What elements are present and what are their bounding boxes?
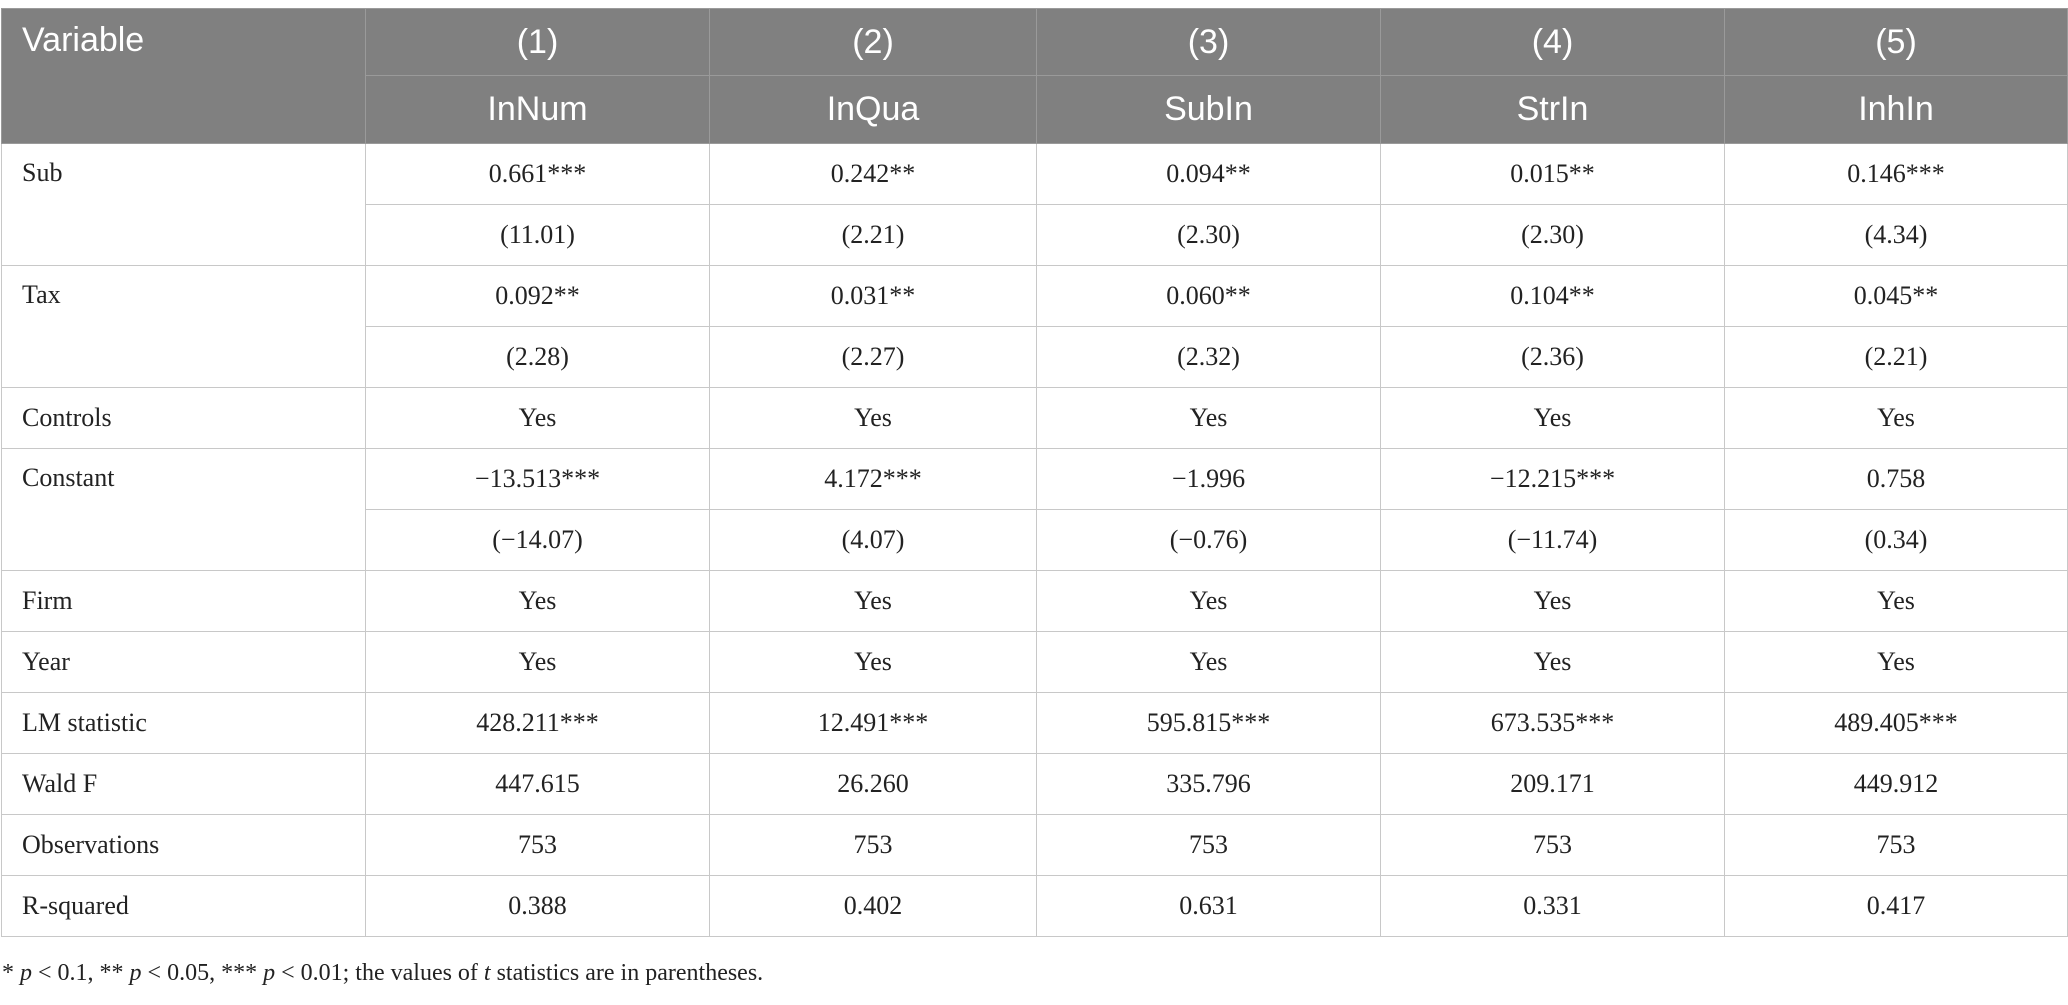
footnote-text: < 0.01; the values of bbox=[275, 960, 484, 986]
footnote-text: * bbox=[2, 960, 20, 986]
footnote-italic-p: p bbox=[129, 960, 142, 986]
tstat-cell: (4.34) bbox=[1725, 205, 2068, 266]
value-cell: 0.331 bbox=[1381, 876, 1725, 937]
column-number: (2) bbox=[710, 9, 1037, 76]
value-cell: Yes bbox=[710, 632, 1037, 693]
value-cell: 26.260 bbox=[710, 754, 1037, 815]
column-number: (5) bbox=[1725, 9, 2068, 76]
row-label: LM statistic bbox=[2, 693, 366, 754]
coef-cell: 0.094** bbox=[1037, 144, 1381, 205]
value-cell: Yes bbox=[366, 632, 710, 693]
tstat-cell: (2.36) bbox=[1381, 327, 1725, 388]
column-name: StrIn bbox=[1381, 76, 1725, 144]
variable-header: Variable bbox=[2, 9, 366, 144]
tstat-cell: (−0.76) bbox=[1037, 510, 1381, 571]
column-name: InQua bbox=[710, 76, 1037, 144]
value-cell: 0.402 bbox=[710, 876, 1037, 937]
header-row-numbers bbox=[2, 9, 2068, 76]
coef-cell: 0.758 bbox=[1725, 449, 2068, 510]
regression-table-container bbox=[0, 8, 2068, 937]
coef-cell: −12.215*** bbox=[1381, 449, 1725, 510]
table-row-wald-f bbox=[2, 754, 2068, 815]
tstat-cell: (11.01) bbox=[366, 205, 710, 266]
table-row-constant-coef bbox=[2, 449, 2068, 510]
value-cell: Yes bbox=[1037, 571, 1381, 632]
coef-cell: 0.242** bbox=[710, 144, 1037, 205]
coef-cell: 0.104** bbox=[1381, 266, 1725, 327]
value-cell: Yes bbox=[710, 571, 1037, 632]
tstat-cell: (−14.07) bbox=[366, 510, 710, 571]
value-cell: Yes bbox=[1037, 388, 1381, 449]
coef-cell: 0.661*** bbox=[366, 144, 710, 205]
table-header bbox=[2, 9, 2068, 144]
table-row-lm-statistic bbox=[2, 693, 2068, 754]
coef-cell: 0.092** bbox=[366, 266, 710, 327]
column-number: (3) bbox=[1037, 9, 1381, 76]
table-row-controls bbox=[2, 388, 2068, 449]
tstat-cell: (2.30) bbox=[1381, 205, 1725, 266]
coef-cell: 4.172*** bbox=[710, 449, 1037, 510]
value-cell: 595.815*** bbox=[1037, 693, 1381, 754]
value-cell: 753 bbox=[1037, 815, 1381, 876]
coef-cell: 0.045** bbox=[1725, 266, 2068, 327]
value-cell: Yes bbox=[1381, 388, 1725, 449]
coef-cell: −1.996 bbox=[1037, 449, 1381, 510]
value-cell: 335.796 bbox=[1037, 754, 1381, 815]
tstat-cell: (−11.74) bbox=[1381, 510, 1725, 571]
value-cell: 489.405*** bbox=[1725, 693, 2068, 754]
footnote-text: < 0.1, ** bbox=[32, 960, 130, 986]
value-cell: 0.631 bbox=[1037, 876, 1381, 937]
row-label: Observations bbox=[2, 815, 366, 876]
table-row-r-squared bbox=[2, 876, 2068, 937]
table-row-sub-coef bbox=[2, 144, 2068, 205]
tstat-cell: (2.21) bbox=[1725, 327, 2068, 388]
table-body bbox=[2, 144, 2068, 937]
value-cell: 753 bbox=[710, 815, 1037, 876]
row-label: Firm bbox=[2, 571, 366, 632]
coef-cell: 0.015** bbox=[1381, 144, 1725, 205]
row-label: Year bbox=[2, 632, 366, 693]
value-cell: 209.171 bbox=[1381, 754, 1725, 815]
value-cell: Yes bbox=[1381, 571, 1725, 632]
table-row-tax-coef bbox=[2, 266, 2068, 327]
column-name: SubIn bbox=[1037, 76, 1381, 144]
value-cell: 0.417 bbox=[1725, 876, 2068, 937]
column-number: (4) bbox=[1381, 9, 1725, 76]
row-label: Constant bbox=[2, 449, 366, 571]
tstat-cell: (4.07) bbox=[710, 510, 1037, 571]
row-label: Sub bbox=[2, 144, 366, 266]
value-cell: Yes bbox=[366, 571, 710, 632]
column-number: (1) bbox=[366, 9, 710, 76]
coef-cell: −13.513*** bbox=[366, 449, 710, 510]
value-cell: Yes bbox=[1725, 632, 2068, 693]
value-cell: 0.388 bbox=[366, 876, 710, 937]
coef-cell: 0.146*** bbox=[1725, 144, 2068, 205]
column-name: InhIn bbox=[1725, 76, 2068, 144]
footnote-italic-t: t bbox=[483, 960, 491, 986]
footnote-italic-p: p bbox=[20, 960, 32, 986]
table-row-observations bbox=[2, 815, 2068, 876]
tstat-cell: (2.32) bbox=[1037, 327, 1381, 388]
value-cell: Yes bbox=[710, 388, 1037, 449]
value-cell: Yes bbox=[1725, 388, 2068, 449]
row-label: Wald F bbox=[2, 754, 366, 815]
value-cell: Yes bbox=[1725, 571, 2068, 632]
value-cell: 12.491*** bbox=[710, 693, 1037, 754]
row-label: Controls bbox=[2, 388, 366, 449]
value-cell: 447.615 bbox=[366, 754, 710, 815]
tstat-cell: (2.28) bbox=[366, 327, 710, 388]
tstat-cell: (2.21) bbox=[710, 205, 1037, 266]
footnote-italic-p: p bbox=[263, 960, 276, 986]
value-cell: 449.912 bbox=[1725, 754, 2068, 815]
value-cell: 428.211*** bbox=[366, 693, 710, 754]
column-name: InNum bbox=[366, 76, 710, 144]
tstat-cell: (0.34) bbox=[1725, 510, 2068, 571]
table-row-firm bbox=[2, 571, 2068, 632]
table-row-year bbox=[2, 632, 2068, 693]
row-label: Tax bbox=[2, 266, 366, 388]
footnote-text: < 0.05, *** bbox=[141, 960, 264, 986]
value-cell: 753 bbox=[1381, 815, 1725, 876]
regression-table bbox=[1, 8, 2068, 937]
value-cell: 753 bbox=[1725, 815, 2068, 876]
value-cell: Yes bbox=[1037, 632, 1381, 693]
value-cell: Yes bbox=[366, 388, 710, 449]
tstat-cell: (2.30) bbox=[1037, 205, 1381, 266]
value-cell: 673.535*** bbox=[1381, 693, 1725, 754]
coef-cell: 0.031** bbox=[710, 266, 1037, 327]
value-cell: Yes bbox=[1381, 632, 1725, 693]
tstat-cell: (2.27) bbox=[710, 327, 1037, 388]
table-footnote bbox=[2, 960, 763, 987]
coef-cell: 0.060** bbox=[1037, 266, 1381, 327]
value-cell: 753 bbox=[366, 815, 710, 876]
row-label: R-squared bbox=[2, 876, 366, 937]
footnote-text: statistics are in parentheses. bbox=[490, 960, 764, 986]
